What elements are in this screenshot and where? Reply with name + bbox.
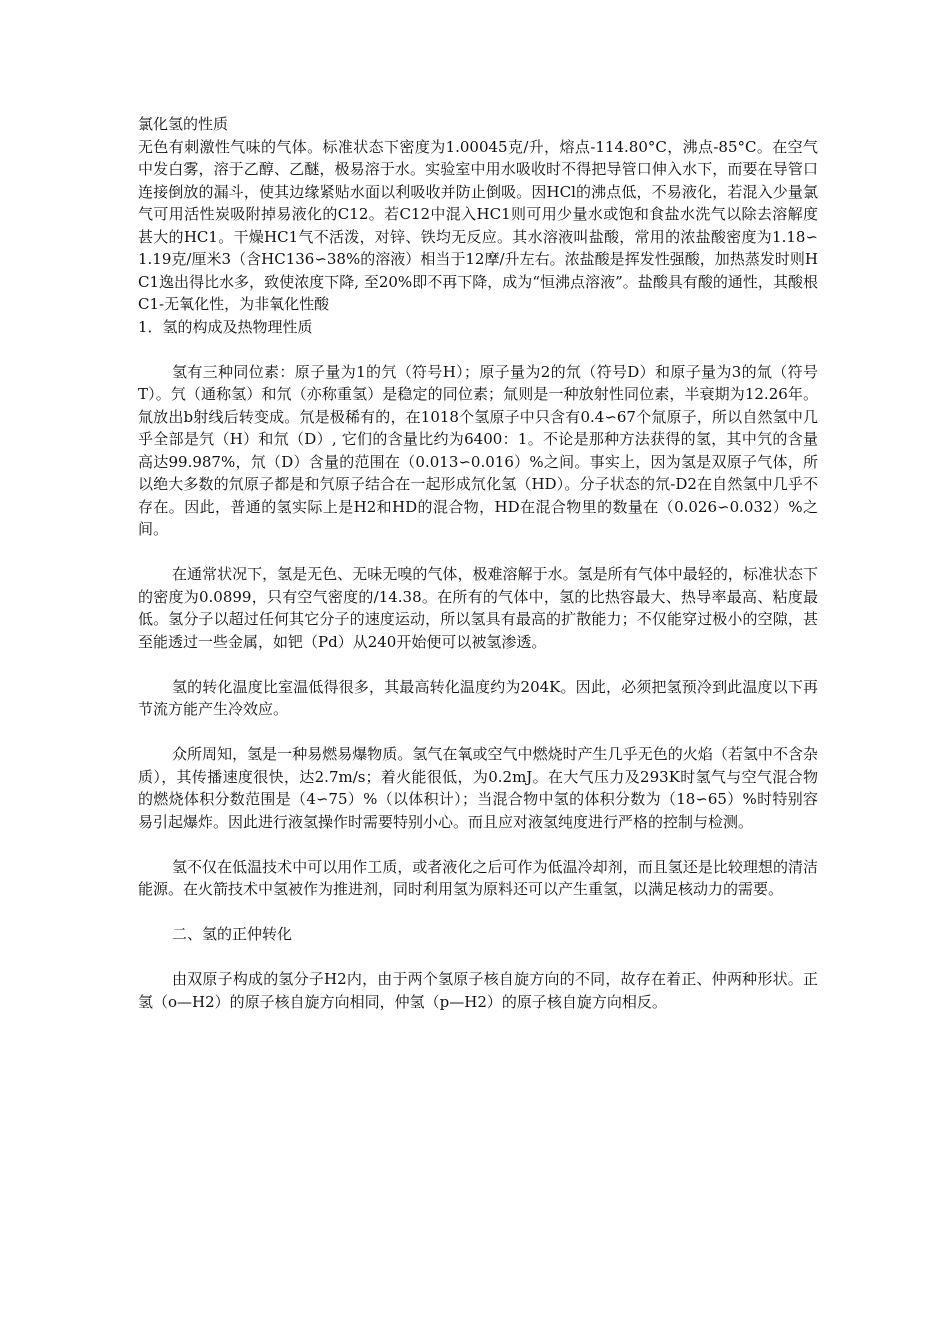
spacer — [138, 541, 818, 564]
spacer — [138, 653, 818, 676]
spacer — [138, 338, 818, 361]
paragraph-inversion-temperature: 氢的转化温度比室温低得很多，其最高转化温度约为204K。因此，必须把氢预冷到此温度以下再节流方能产生冷效应。 — [138, 677, 818, 718]
intro-paragraph: 无色有刺激性气味的气体。标准状态下密度为1.00045克/升，熔点-114.80°C，沸点-85°C。在空气中发白雾，溶于乙醇、乙醚，极易溶于水。实验室中用水吸收时不得把导管口伸入水下，而要在导管口连接倒放的漏斗，使其边缘紧贴水面以利吸收并防止倒吸。因HCl的沸点低，不易液化，若混入少量氯气可用活性炭吸附掉易液化的C12。若C12中混入HC1则可用少量水或饱和食盐水洗气以除去溶解度甚大的HC1。干燥HC1气不活泼，对锌、铁均无反应。其水溶液叫盐酸，常用的浓盐酸密度为1.18∽1.19克/厘米3（含HC136∽38%的溶液）相当于12摩/升左右。浓盐酸是挥发性强酸，加热蒸发时则HC1逸出得比水多，致使浓度下降, 至20%即不再下降，成为“恒沸点溶液”。盐酸具有酸的通性，其酸根C1-无氧化性，为非氧化性酸 — [138, 137, 818, 313]
spacer — [138, 901, 818, 924]
document-page — [138, 113, 818, 1013]
spacer — [138, 833, 818, 856]
document-title: 氯化氢的性质 — [138, 115, 229, 133]
paragraph-applications: 氢不仅在低温技术中可以用作工质，或者液化之后可作为低温冷却剂，而且氢还是比较理想的清洁能源。在火箭技术中氢被作为推进剂，同时利用氢为原料还可以产生重氢，以满足核动力的需要。 — [138, 857, 818, 898]
spacer — [138, 721, 818, 744]
paragraph-ortho-para: 由双原子构成的氢分子H2内，由于两个氢原子核自旋方向的不同，故存在着正、仲两种形状。正氢（o—H2）的原子核自旋方向相同，仲氢（p—H2）的原子核自旋方向相反。 — [138, 970, 818, 1011]
paragraph-isotopes: 氢有三种同位素：原子量为1的氕（符号H）；原子量为2的氘（符号D）和原子量为3的氚（符号T）。氕（通称氢）和氘（亦称重氢）是稳定的同位素；氚则是一种放射性同位素，半衰期为12.26年。氚放出b射线后转变成。氘是极稀有的，在1018个氢原子中只含有0.4∽67个氚原子，所以自然氢中几乎全部是氕（H）和氘（D）, 它们的含量比约为6400：1。不论是那种方法获得的氢，其中氕的含量高达99.987%，氘（D）含量的范围在（0.013∽0.016）%之间。事实上，因为氢是双原子气体，所以绝大多数的氘原子都是和氕原子结合在一起形成氘化氢（HD）。分子状态的氘-D2在自然氢中几乎不存在。因此，普通的氢实际上是H2和HD的混合物，HD在混合物里的数量在（0.026∽0.032）%之间。 — [138, 362, 818, 538]
paragraph-physical-properties: 在通常状况下，氢是无色、无味无嗅的气体，极难溶解于水。氢是所有气体中最轻的，标准状态下的密度为0.0899，只有空气密度的/14.38。在所有的气体中，氢的比热容最大、热导率最高、粘度最低。氢分子以超过任何其它分子的速度运动，所以氢具有最高的扩散能力；不仅能穿过极小的空隙，甚至能透过一些金属，如钯（Pd）从240开始便可以被氢渗透。 — [138, 565, 818, 651]
spacer — [138, 946, 818, 969]
paragraph-flammability: 众所周知，氢是一种易燃易爆物质。氢气在氧或空气中燃烧时产生几乎无色的火焰（若氢中不含杂质），其传播速度很快，达2.7m/s；着火能很低，为0.2mJ。在大气压力及293K时氢气与空气混合物的燃烧体积分数范围是（4∽75）%（以体积计）；当混合物中氢的体积分数为（18∽65）%时特别容易引起爆炸。因此进行液氢操作时需要特别小心。而且应对液氢纯度进行严格的控制与检测。 — [138, 745, 818, 831]
section-heading-1: 1．氢的构成及热物理性质 — [138, 317, 313, 336]
section-heading-2: 二、氢的正仲转化 — [172, 925, 293, 943]
